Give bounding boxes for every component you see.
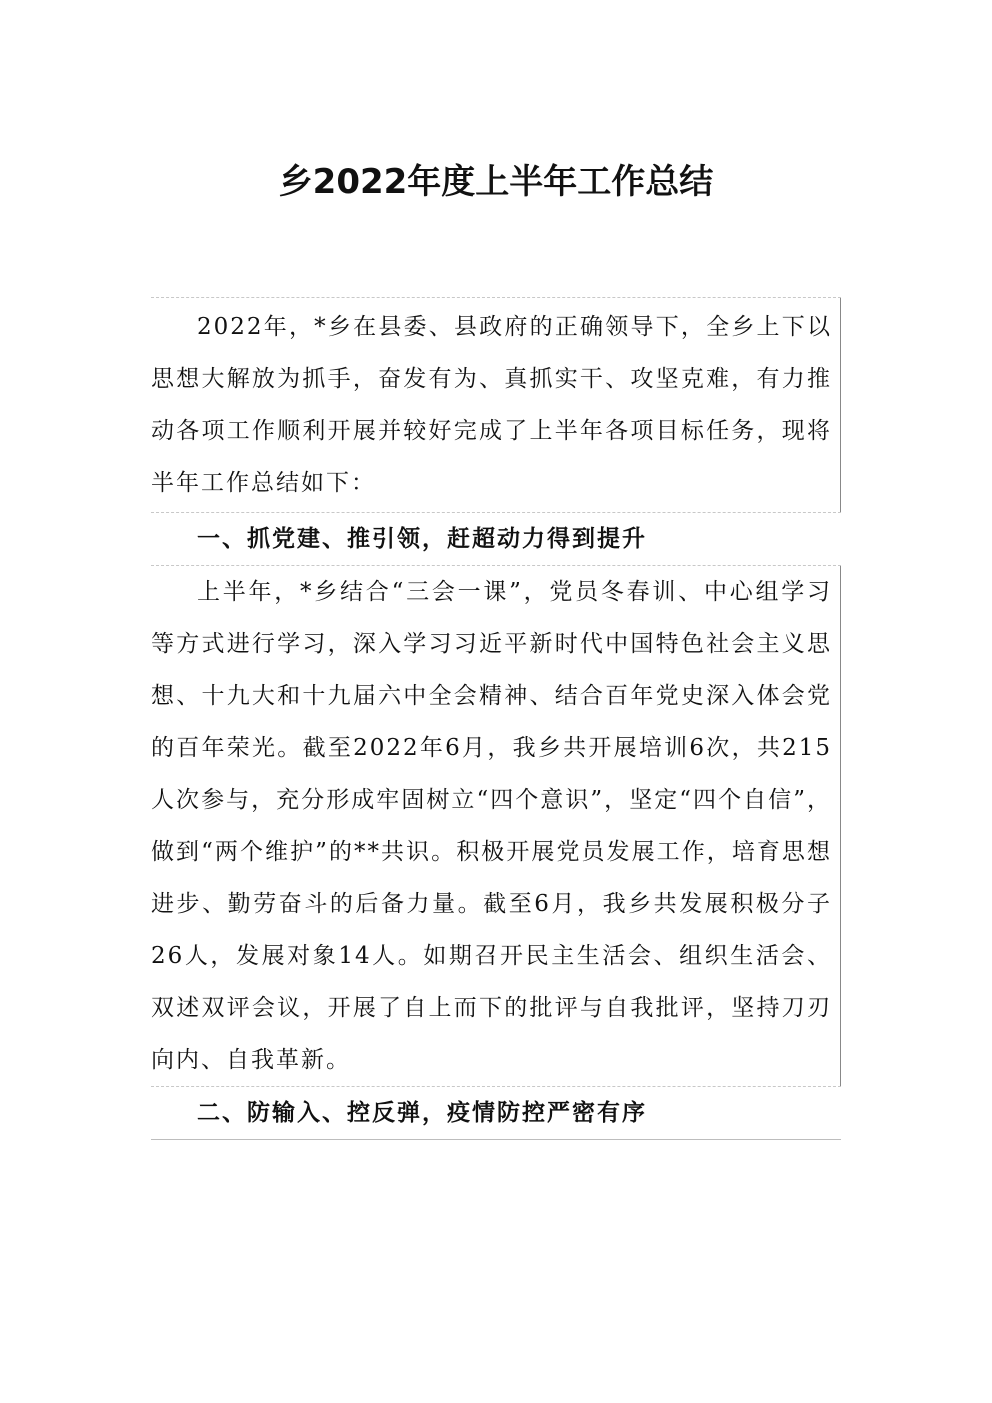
bottom-divider	[151, 1139, 841, 1140]
section-heading-2: 二、防输入、控反弹，疫情防控严密有序	[197, 1100, 647, 1126]
section-1-paragraph: 上半年，*乡结合“三会一课”，党员冬春训、中心组学习等方式进行学习，深入学习习近平新时代中国特色社会主义思想、十九大和十九届六中全会精神、结合百年党史深入体会党的百年荣光。截至2022年6月，我乡共开展培训6次，共215人次参与，充分形成牢固树立“四个意识”，坚定“四个自信”，做到“两个维护”的**共识。积极开展党员发展工作，培育思想进步、勤劳奋斗的后备力量。截至6月，我乡共发展积极分子26人，发展对象14人。如期召开民主生活会、组织生活会、双述双评会议，开展了自上而下的批评与自我批评，坚持刀刃向内、自我革新。	[151, 566, 841, 1086]
section-heading-1: 一、抓党建、推引领，赶超动力得到提升	[197, 526, 647, 552]
document-body	[151, 297, 841, 1140]
intro-paragraph: 2022年，*乡在县委、县政府的正确领导下，全乡上下以思想大解放为抓手，奋发有为、真抓实干、攻坚克难，有力推动各项工作顺利开展并较好完成了上半年各项目标任务，现将半年工作总结如下：	[151, 298, 841, 512]
document-title: 乡2022年度上半年工作总结	[278, 162, 714, 202]
